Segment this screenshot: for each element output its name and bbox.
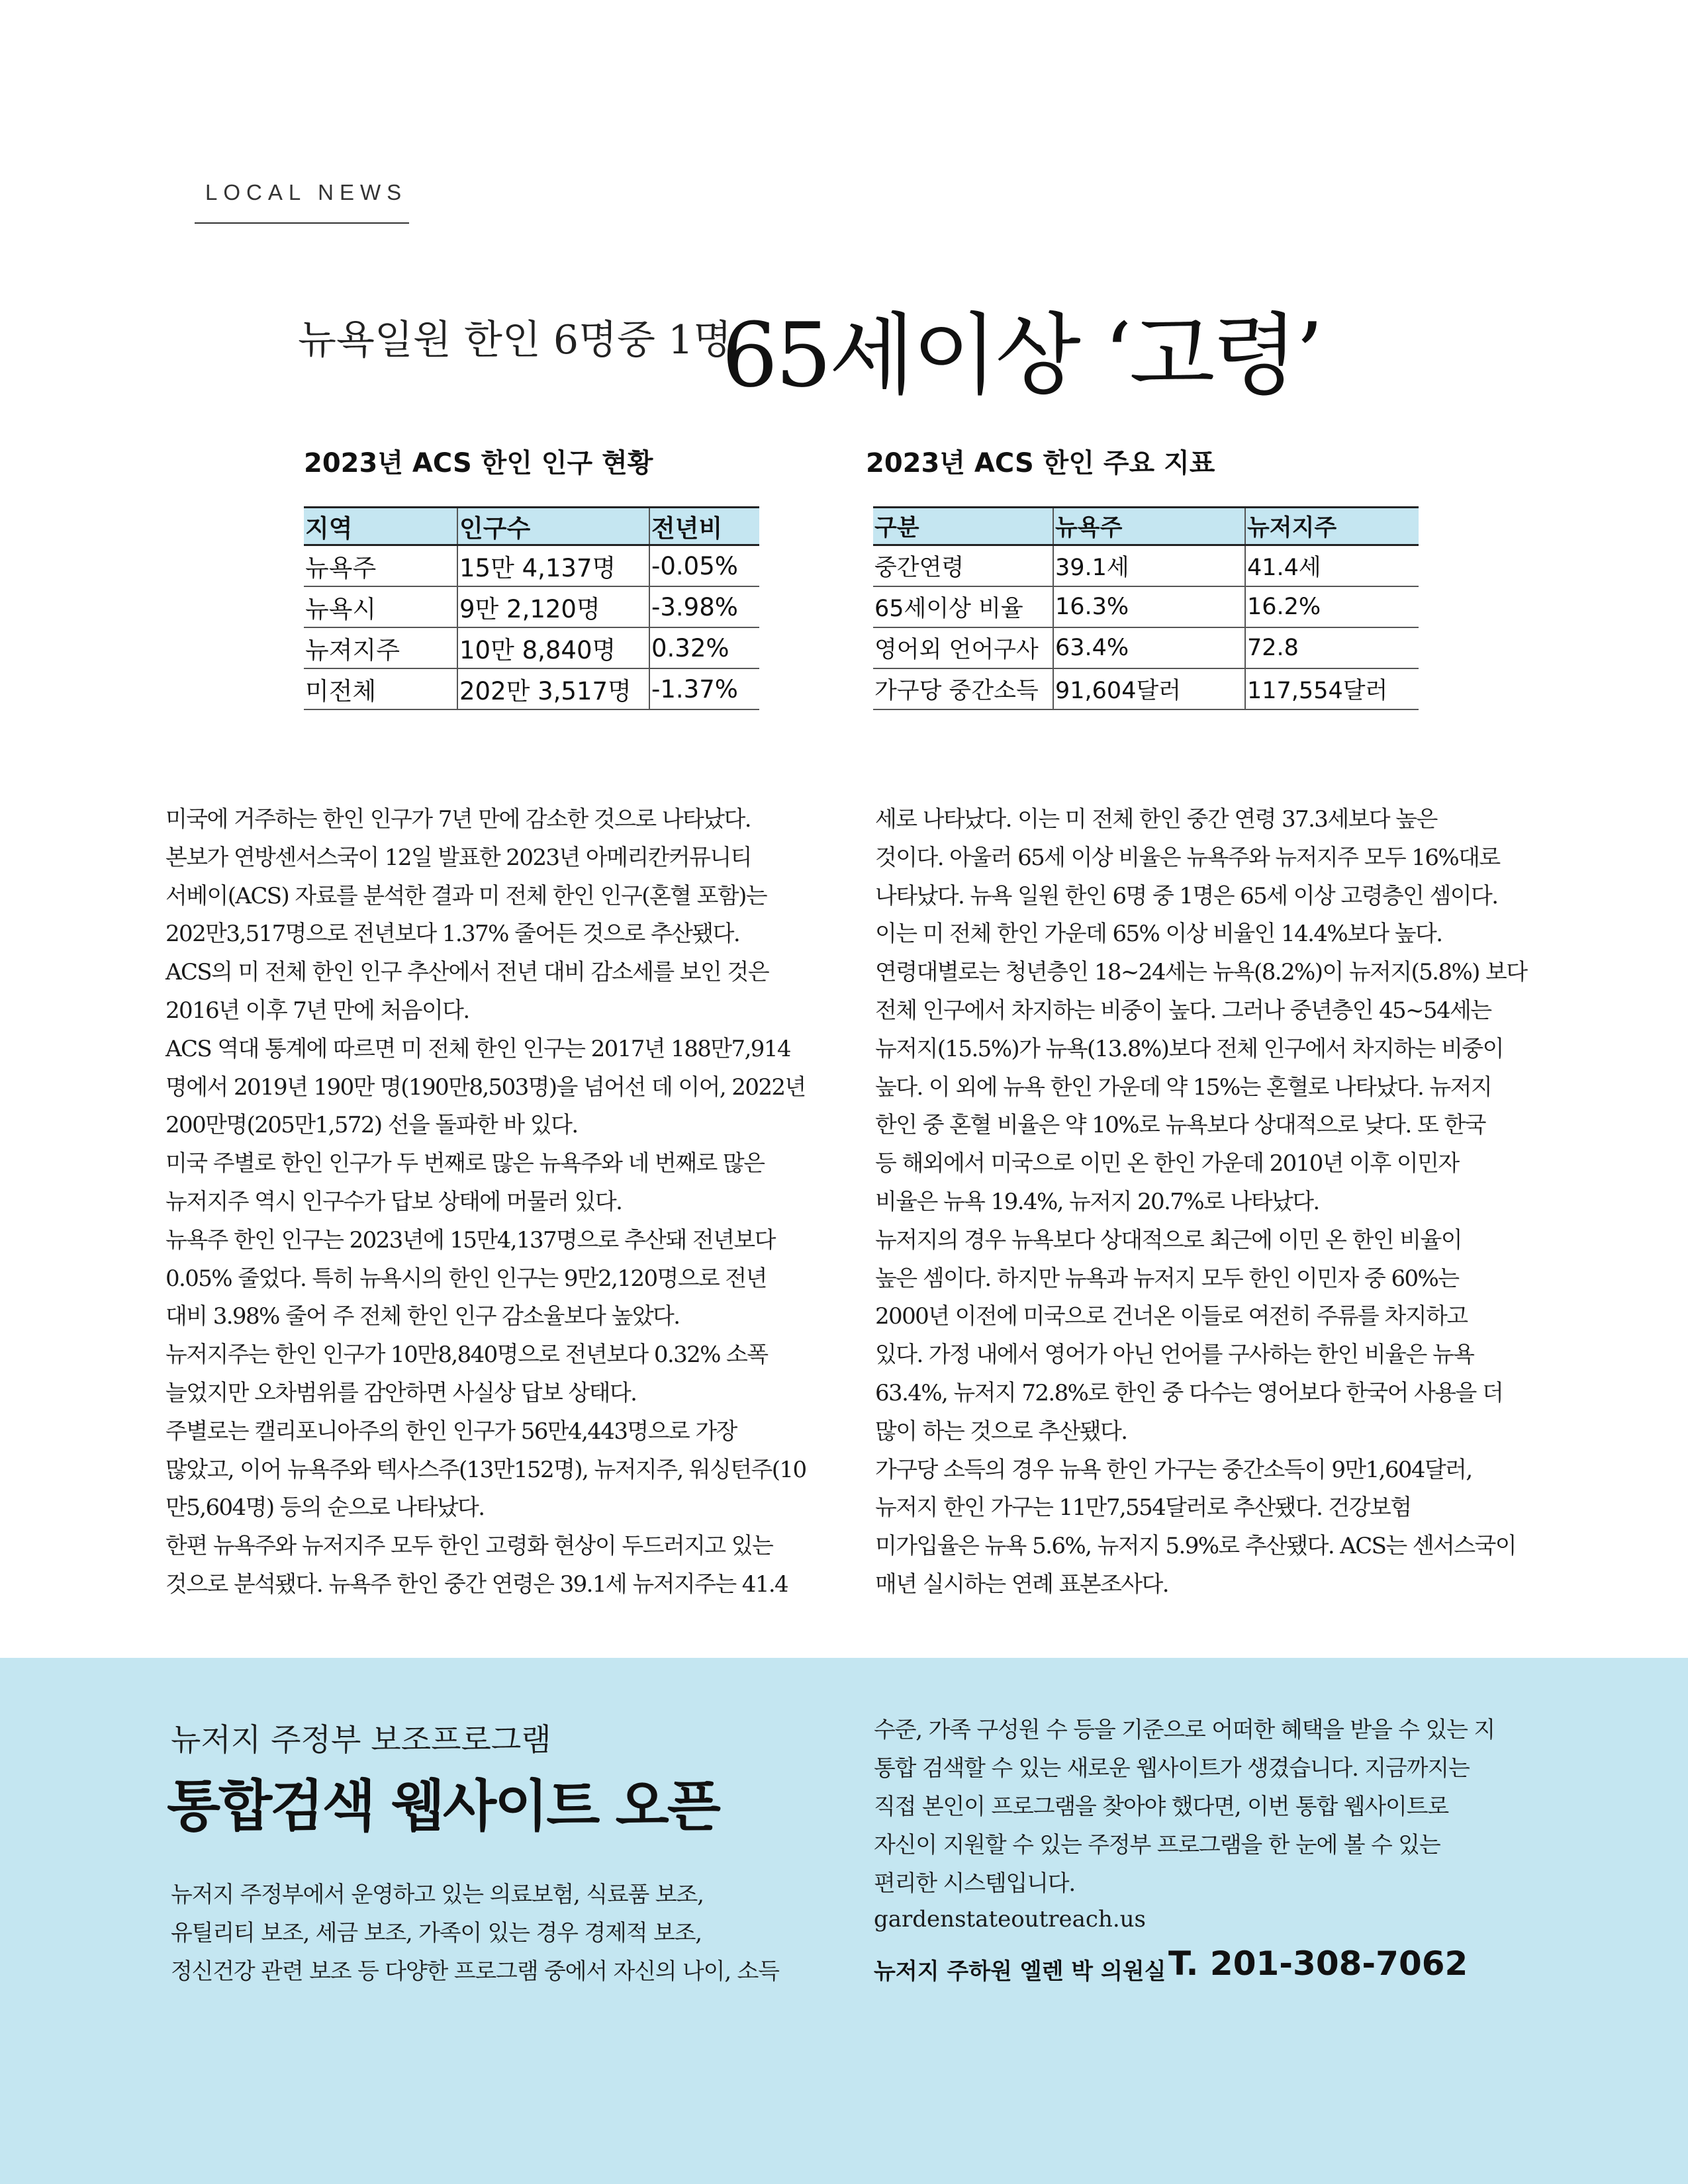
section-rule: [195, 222, 409, 224]
office-name: 뉴저지 주하원 엘렌 박 의원실: [874, 1958, 1166, 1985]
article-line: 뉴저지의 경우 뉴욕보다 상대적으로 최근에 이민 온 한인 비율이: [875, 1226, 1462, 1253]
banner-line: 정신건강 관련 보조 등 다양한 프로그램 중에서 자신의 나이, 소득: [171, 1958, 779, 1985]
table-cell: 16.3%: [1053, 586, 1245, 627]
indicator-table-title: 2023년 ACS 한인 주요 지표: [866, 448, 1215, 478]
article-line: 것으로 분석됐다. 뉴욕주 한인 중간 연령은 39.1세 뉴저지주는 41.4: [165, 1570, 788, 1598]
article-line: 0.05% 줄었다. 특히 뉴욕시의 한인 인구는 9만2,120명으로 전년: [165, 1265, 767, 1292]
table-cell: 16.2%: [1245, 586, 1419, 627]
article-line: 미국 주별로 한인 인구가 두 번째로 많은 뉴욕주와 네 번째로 많은: [165, 1150, 765, 1177]
table-row: [304, 668, 759, 709]
article-line: 나타났다. 뉴욕 일원 한인 6명 중 1명은 65세 이상 고령층인 셈이다.: [875, 882, 1498, 909]
article-line: 미국에 거주하는 한인 인구가 7년 만에 감소한 것으로 나타났다.: [165, 806, 751, 833]
population-table-title: 2023년 ACS 한인 인구 현황: [304, 448, 653, 478]
article-line: 세로 나타났다. 이는 미 전체 한인 중간 연령 37.3세보다 높은: [875, 806, 1437, 833]
article-line: 것이다. 아울러 65세 이상 비율은 뉴욕주와 뉴저지주 모두 16%대로: [875, 844, 1500, 871]
article-line: 높은 셈이다. 하지만 뉴욕과 뉴저지 모두 한인 이민자 중 60%는: [875, 1265, 1459, 1292]
article-line: 뉴욕주 한인 인구는 2023년에 15만4,137명으로 추산돼 전년보다: [165, 1226, 775, 1253]
article-column-right: [875, 801, 1537, 1604]
table-row: [304, 627, 759, 668]
banner-text-left: [171, 1876, 779, 1991]
article-line: 가구당 소득의 경우 뉴욕 한인 가구는 중간소득이 9만1,604달러,: [875, 1456, 1472, 1483]
table-header-cell: 전년비: [649, 508, 759, 545]
banner-title: 통합검색 웹사이트 오픈: [167, 1774, 719, 1839]
article-line: 주별로는 캘리포니아주의 한인 인구가 56만4,443명으로 가장: [165, 1418, 737, 1445]
table-cell: 뉴져지주: [304, 627, 457, 668]
table-cell: 중간연령: [873, 545, 1053, 587]
table-row: [304, 586, 759, 627]
table-cell: 15만 4,137명: [457, 545, 649, 587]
article-line: 많았고, 이어 뉴욕주와 텍사스주(13만152명), 뉴저지주, 워싱턴주(10: [165, 1456, 806, 1483]
table-cell: -0.05%: [649, 545, 759, 587]
table-cell: 미전체: [304, 668, 457, 709]
indicator-table: [873, 506, 1419, 710]
table-cell: 63.4%: [1053, 627, 1245, 668]
banner-subtitle: 뉴저지 주정부 보조프로그램: [171, 1722, 551, 1758]
article-line: 비율은 뉴욕 19.4%, 뉴저지 20.7%로 나타났다.: [875, 1188, 1319, 1215]
article-line: 뉴저지 한인 가구는 11만7,554달러로 추산됐다. 건강보험: [875, 1494, 1411, 1522]
table-header-row: [304, 508, 759, 545]
banner-line: 뉴저지 주정부에서 운영하고 있는 의료보험, 식료품 보조,: [171, 1882, 704, 1908]
website-link[interactable]: gardenstateoutreach.us: [874, 1906, 1147, 1933]
article-line: 202만3,517명으로 전년보다 1.37% 줄어든 것으로 추산됐다.: [165, 921, 740, 948]
headline: [298, 285, 1423, 407]
banner-line: 직접 본인이 프로그램을 찾아야 했다면, 이번 통합 웹사이트로: [874, 1794, 1448, 1820]
article-line: 2016년 이후 7년 만에 처음이다.: [165, 997, 469, 1024]
population-table: [304, 506, 759, 710]
table-cell: 뉴욕주: [304, 545, 457, 587]
table-header-cell: 구분: [873, 508, 1053, 545]
table-cell: 117,554달러: [1245, 668, 1419, 709]
article-line: 만5,604명) 등의 순으로 나타났다.: [165, 1494, 485, 1522]
table-cell: 가구당 중간소득: [873, 668, 1053, 709]
banner-text-right: [874, 1711, 1495, 1903]
article-line: 있다. 가정 내에서 영어가 아닌 언어를 구사하는 한인 비율은 뉴욕: [875, 1342, 1474, 1369]
article-line: ACS의 미 전체 한인 인구 추산에서 전년 대비 감소세를 보인 것은: [165, 959, 769, 986]
article-line: 본보가 연방센서스국이 12일 발표한 2023년 아메리칸커뮤니티: [165, 844, 751, 871]
headline-sub: 뉴욕일원 한인 6명중 1명: [298, 317, 732, 363]
article-line: 63.4%, 뉴저지 72.8%로 한인 중 다수는 영어보다 한국어 사용을 더: [875, 1379, 1503, 1406]
table-cell: 영어외 언어구사: [873, 627, 1053, 668]
article-line: ACS 역대 통계에 따르면 미 전체 한인 인구는 2017년 188만7,914: [165, 1035, 790, 1062]
table-cell: 9만 2,120명: [457, 586, 649, 627]
article-line: 200만명(205만1,572) 선을 돌파한 바 있다.: [165, 1112, 578, 1139]
table-cell: -3.98%: [649, 586, 759, 627]
article-line: 뉴저지주 역시 인구수가 답보 상태에 머물러 있다.: [165, 1188, 622, 1215]
table-cell: 10만 8,840명: [457, 627, 649, 668]
section-label: LOCAL NEWS: [205, 180, 408, 205]
article-line: 2000년 이전에 미국으로 건너온 이들로 여전히 주류를 차지하고: [875, 1303, 1468, 1330]
table-row: [873, 627, 1419, 668]
table-header-row: [873, 508, 1419, 545]
table-cell: 41.4세: [1245, 545, 1419, 587]
article-line: 뉴저지(15.5%)가 뉴욕(13.8%)보다 전체 인구에서 차지하는 비중이: [875, 1035, 1503, 1062]
table-row: [873, 586, 1419, 627]
table-cell: 202만 3,517명: [457, 668, 649, 709]
table-row: [304, 545, 759, 587]
table-cell: 65세이상 비율: [873, 586, 1053, 627]
article-line: 서베이(ACS) 자료를 분석한 결과 미 전체 한인 인구(혼혈 포함)는: [165, 882, 767, 909]
banner-line: 수준, 가족 구성원 수 등을 기준으로 어떠한 혜택을 받을 수 있는 지: [874, 1717, 1495, 1743]
table-cell: 0.32%: [649, 627, 759, 668]
article-line: 매년 실시하는 연례 표본조사다.: [875, 1570, 1169, 1598]
article-line: 많이 하는 것으로 추산됐다.: [875, 1418, 1127, 1445]
article-line: 한편 뉴욕주와 뉴저지주 모두 한인 고령화 현상이 두드러지고 있는: [165, 1533, 773, 1560]
table-cell: -1.37%: [649, 668, 759, 709]
table-row: [873, 545, 1419, 587]
article-line: 명에서 2019년 190만 명(190만8,503명)을 넘어선 데 이어, 2022년: [165, 1073, 806, 1101]
article-line: 높다. 이 외에 뉴욕 한인 가운데 약 15%는 혼혈로 나타났다. 뉴저지: [875, 1073, 1492, 1101]
table-row: [873, 668, 1419, 709]
banner-line: 자신이 지원할 수 있는 주정부 프로그램을 한 눈에 볼 수 있는: [874, 1832, 1440, 1858]
article-line: 늘었지만 오차범위를 감안하면 사실상 답보 상태다.: [165, 1379, 637, 1406]
table-header-cell: 뉴저지주: [1245, 508, 1419, 545]
table-header-cell: 뉴욕주: [1053, 508, 1245, 545]
article-line: 대비 3.98% 줄어 주 전체 한인 인구 감소율보다 높았다.: [165, 1303, 680, 1330]
article-line: 연령대별로는 청년층인 18~24세는 뉴욕(8.2%)이 뉴저지(5.8%) 보다: [875, 959, 1527, 986]
article-line: 이는 미 전체 한인 가운데 65% 이상 비율인 14.4%보다 높다.: [875, 921, 1442, 948]
banner-line: 편리한 시스템입니다.: [874, 1870, 1076, 1897]
headline-main: 65세이상 ‘고령’: [722, 304, 1321, 407]
article-column-left: [165, 801, 827, 1604]
table-cell: 72.8: [1245, 627, 1419, 668]
table-cell: 39.1세: [1053, 545, 1245, 587]
banner-line: 유틸리티 보조, 세금 보조, 가족이 있는 경우 경제적 보조,: [171, 1920, 702, 1946]
article-line: 등 해외에서 미국으로 이민 온 한인 가운데 2010년 이후 이민자: [875, 1150, 1459, 1177]
article-line: 한인 중 혼혈 비율은 약 10%로 뉴욕보다 상대적으로 낮다. 또 한국: [875, 1112, 1485, 1139]
table-header-cell: 지역: [304, 508, 457, 545]
table-cell: 뉴욕시: [304, 586, 457, 627]
article-line: 미가입율은 뉴욕 5.6%, 뉴저지 5.9%로 추산됐다. ACS는 센서스국이: [875, 1533, 1517, 1560]
phone-number: T. 201-308-7062: [1168, 1944, 1468, 1983]
table-cell: 91,604달러: [1053, 668, 1245, 709]
banner-line: 통합 검색할 수 있는 새로운 웹사이트가 생겼습니다. 지금까지는: [874, 1755, 1470, 1782]
article-line: 뉴저지주는 한인 인구가 10만8,840명으로 전년보다 0.32% 소폭: [165, 1342, 768, 1369]
article-line: 전체 인구에서 차지하는 비중이 높다. 그러나 중년층인 45~54세는: [875, 997, 1491, 1024]
table-header-cell: 인구수: [457, 508, 649, 545]
